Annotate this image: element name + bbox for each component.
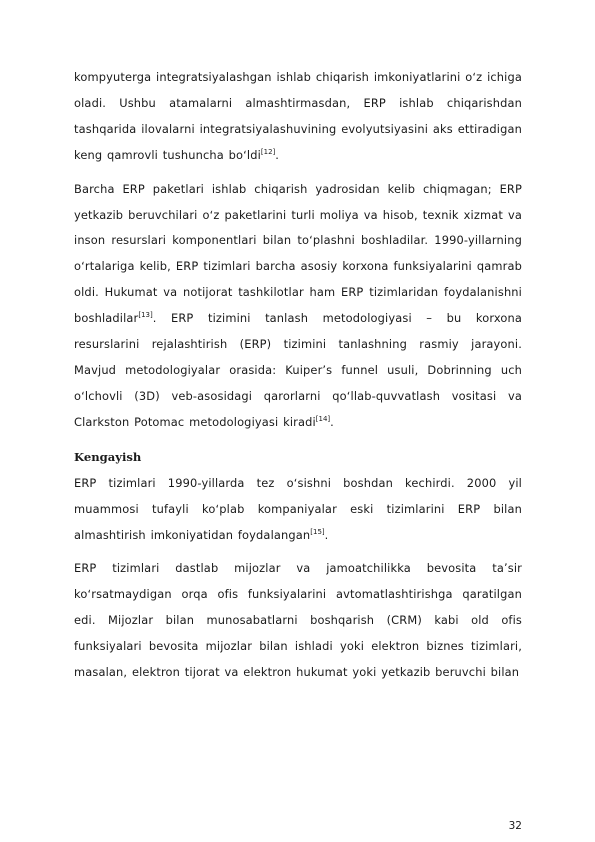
paragraph-text: . xyxy=(330,414,334,429)
paragraph-text: . ERP tizimini tanlash metodologiyasi – bu korxona resurslarini rejalashtirish (ERP) tizimini tanlashning rasmiy jarayoni. Mavjud metodologiyalar orasida: Kuiper’s funnel usuli, Dobrinning uch oʻlchovli (3D) veb-asosidagi qarorlarni qoʻllab-quvvatlash vositasi va Clarkston Potomac metodologiyasi kiradi xyxy=(74,311,522,429)
paragraph-text: kompyuterga integratsiyalashgan ishlab chiqarish imkoniyatlarini oʻz ichiga oladi. Ushbu atamalarni almashtirmasdan, ERP ishlab chiqarishdan tashqarida ilovalarni integratsiyalashuvining evolyutsiyasini aks ettiradigan keng qamrovli tushuncha boʻldi xyxy=(74,70,522,162)
section-heading: Kengayish xyxy=(74,449,142,464)
paragraph-text: ERP tizimlari 1990-yillarda tez oʻsishni boshdan kechirdi. 2000 yil muammosi tufayli koʻplab kompaniyalar eski tizimlarini ERP bilan almashtirish imkoniyatidan foydalangan xyxy=(74,475,522,542)
paragraph-erp-growth xyxy=(74,471,522,549)
paragraph-text: Barcha ERP paketlari ishlab chiqarish yadrosidan kelib chiqmagan; ERP yetkazib beruvchilari oʻz paketlarini turli moliya va hisob, texnik xizmat va inson resurslari komponentlari bilan toʻplashni boshladilar. 1990-yillarning oʻrtalariga kelib, ERP tizimlari barcha asosiy korxona funksiyalarini qamrab oldi. Hukumat va notijorat tashkilotlar ham ERP tizimlaridan foydalanishni boshladilar xyxy=(74,181,522,326)
paragraph-erp-integration xyxy=(74,65,522,169)
citation-ref[interactable]: [13] xyxy=(138,311,153,320)
paragraph-text: ERP tizimlari dastlab mijozlar va jamoatchilikka bevosita taʼsir koʻrsatmaydigan orqa ofis funksiyalarini avtomatlashtirishga qaratilgan edi. Mijozlar bilan munosabatlarni boshqarish (CRM) kabi old ofis funksiyalari bevosita mijozlar bilan ishladi yoki elektron biznes tizimlari, masalan, elektron tijorat va elektron hukumat yoki yetkazib beruvchi bilan xyxy=(74,561,522,680)
citation-ref[interactable]: [15] xyxy=(310,527,325,536)
paragraph-text: . xyxy=(324,527,329,542)
page-number: 32 xyxy=(508,820,522,832)
paragraph-erp-backoffice xyxy=(74,556,522,686)
paragraph-text: . xyxy=(275,147,280,162)
citation-ref[interactable]: [14] xyxy=(315,414,331,423)
paragraph-erp-packages xyxy=(74,177,522,436)
citation-ref[interactable]: [12] xyxy=(260,147,276,156)
page-content xyxy=(74,65,522,694)
